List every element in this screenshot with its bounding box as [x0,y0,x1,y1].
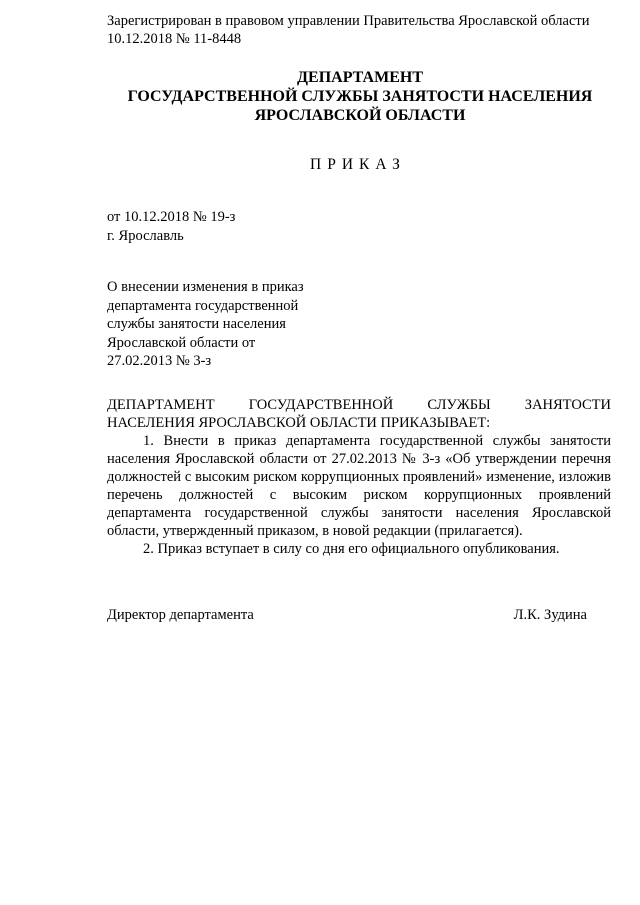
header-line-3: ЯРОСЛАВСКОЙ ОБЛАСТИ [254,107,466,124]
order-item-2: 2. Приказ вступает в силу со дня его официального опубликования. [143,541,560,557]
order-item-1: 1. Внести в приказ департамента государственной службы занятости населения Ярославской области от 27.02.2013 № 3-з «Об утверждении перечня должностей с высоким риском коррупционных проявлений» изменение, изложив перечень должностей с высоким риском коррупционных проявлений департамента государственной службы занятости населения Ярославской области, утвержденный приказом, в новой редакции (прилагается). [107,433,611,539]
subject-line-5: 27.02.2013 № 3-з [107,353,212,369]
department-header [60,68,640,125]
signature-block [107,606,611,624]
order-subject [107,278,304,371]
signature-position: Директор департамента [107,607,254,623]
order-body [107,396,611,558]
order-meta [107,208,235,246]
subject-line-3: службы занятости населения [107,316,286,332]
subject-line-2: департамента государственной [107,297,299,314]
registration-note [107,12,627,48]
registration-line-1: Зарегистрирован в правовом управлении Правительства Ярославской области [107,13,590,29]
order-date-number: от 10.12.2018 № 19-з [107,209,236,225]
order-title: ПРИКАЗ [310,156,406,173]
signature-name: Л.К. Зудина [513,607,587,623]
header-line-1: ДЕПАРТАМЕНТ [297,69,423,86]
header-line-2: ГОСУДАРСТВЕННОЙ СЛУЖБЫ ЗАНЯТОСТИ НАСЕЛЕНИЯ [127,88,593,105]
registration-line-2: 10.12.2018 № 11-8448 [107,31,242,47]
subject-line-1: О внесении изменения в приказ [107,279,304,295]
order-city: г. Ярославль [107,228,184,244]
order-preamble: ДЕПАРТАМЕНТ ГОСУДАРСТВЕННОЙ СЛУЖБЫ ЗАНЯТОСТИ НАСЕЛЕНИЯ ЯРОСЛАВСКОЙ ОБЛАСТИ ПРИКАЗЫВАЕТ: [107,397,611,431]
subject-line-4: Ярославской области от [107,334,256,351]
